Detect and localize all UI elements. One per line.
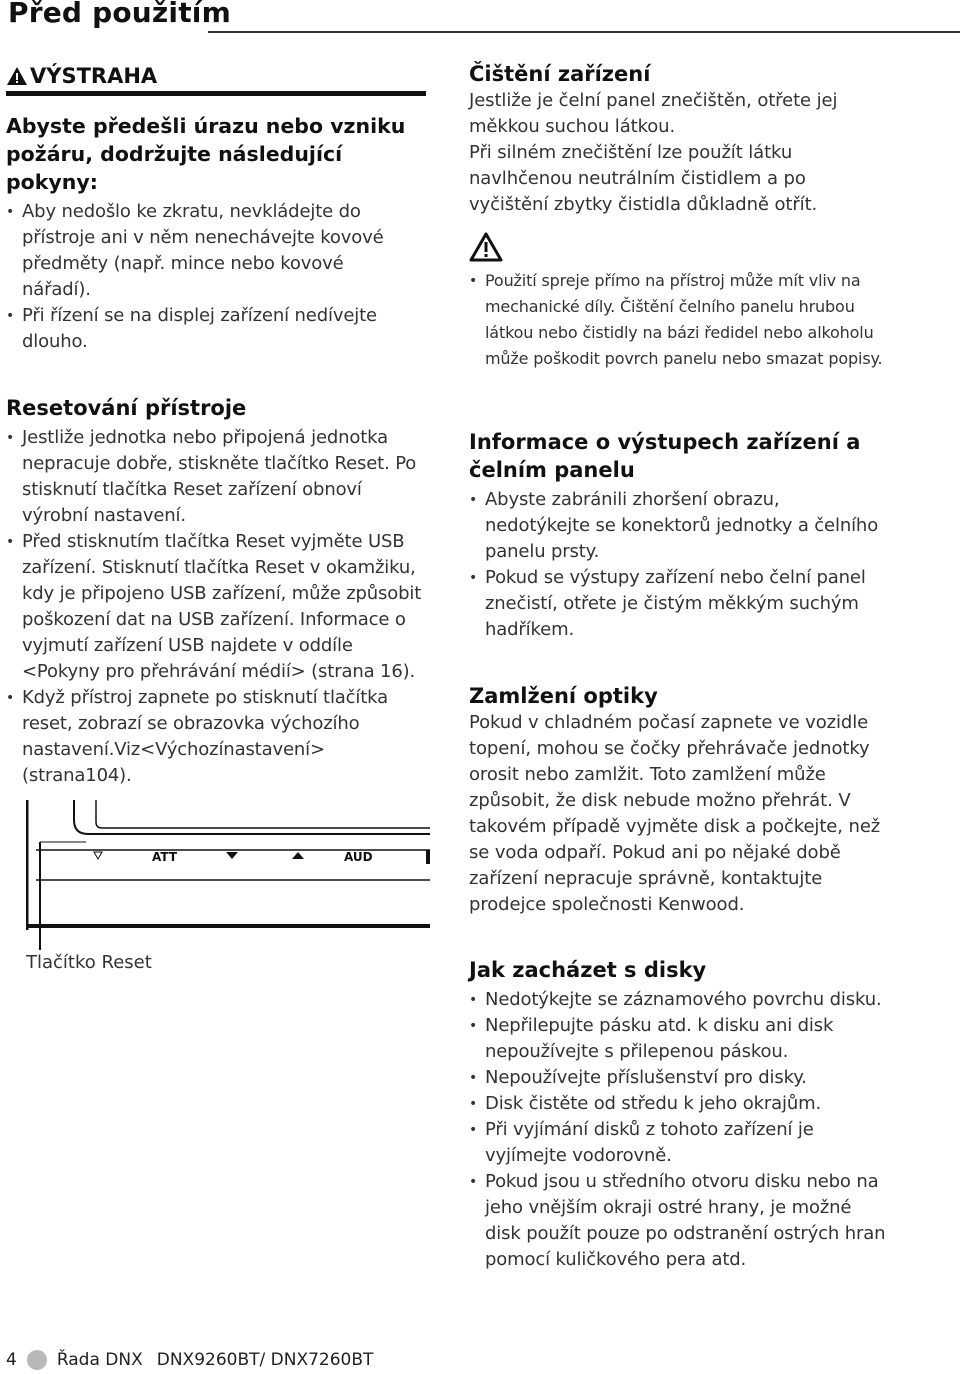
discs-heading: Jak zacházet s disky — [469, 958, 707, 982]
page-title: Před použitím — [8, 0, 231, 29]
discs-section — [469, 956, 889, 1273]
fog-heading: Zamlžení optiky — [469, 684, 658, 708]
reset-marker-icon — [94, 852, 102, 859]
warning-heading — [6, 64, 426, 96]
outputs-list — [469, 487, 889, 643]
warning-lead: Abyste předešli úrazu nebo vzniku požáru, dodržujte následující pokyny: — [6, 114, 406, 194]
title-rule — [208, 31, 960, 33]
footer-series: Řada DNX — [56, 1350, 143, 1370]
list-item: • Nepřilepujte pásku atd. k disku ani disk nepoužívejte s přilepenou páskou. — [469, 1015, 834, 1062]
list-item: • Pokud se výstupy zařízení nebo čelní panel znečistí, otřete je čistým měkkým suchým hadříkem. — [469, 567, 866, 640]
device-illustration — [26, 800, 430, 950]
arrow-down-icon — [226, 852, 238, 859]
list-item: • Použití spreje přímo na přístroj může mít vliv na mechanické díly. Čištění čelního panelu hrubou látkou nebo čistidly na bázi ředidel nebo alkoholu může poškodit povrch panelu nebo smazat popisy. — [469, 271, 883, 368]
warning-triangle-icon — [6, 66, 28, 86]
list-item: • Když přístroj zapnete po stisknutí tlačítka reset, zobrazí se obrazovka výchozího nastavení.Viz<Výchozínastavení>(strana104). — [6, 687, 389, 786]
device-panel-drawing — [26, 800, 430, 950]
cleaning-text-2: Při silném znečištění lze použít látku navlhčenou neutrálním čistidlem a po vyčištění zbytky čistidla důkladně otřít. — [469, 142, 818, 215]
page-circle-icon — [27, 1350, 47, 1370]
warning-list — [6, 199, 416, 355]
outputs-section — [469, 428, 889, 643]
list-item: • Jestliže jednotka nebo připojená jednotka nepracuje dobře, stiskněte tlačítko Reset. Po stisknutí tlačítka Reset zařízení obnoví výrobní nastavení. — [6, 427, 417, 526]
cleaning-heading: Čištění zařízení — [469, 62, 651, 86]
fog-section — [469, 682, 889, 918]
list-item: • Při řízení se na displej zařízení nedívejte dlouho. — [6, 305, 377, 352]
reset-heading: Resetování přístroje — [6, 396, 247, 420]
fog-text: Pokud v chladném počasí zapnete ve vozidle topení, mohou se čočky přehrávače jednotky orosit nebo zamlžit. Toto zamlžení může způsobit, že disk nebude možno přehrát. V takovém případě vyjměte disk a počkejte, než se voda odpaří. Pokud ani po nějaké době zařízení nepracuje správně, kontaktujte prodejce společnosti Kenwood. — [469, 712, 881, 915]
outputs-heading: Informace o výstupech zařízení a čelním panelu — [469, 430, 861, 482]
footer-models: DNX9260BT/ DNX7260BT — [156, 1350, 374, 1370]
list-item: • Disk čistěte od středu k jeho okrajům. — [469, 1093, 822, 1114]
warning-section — [6, 112, 416, 355]
arrow-up-icon — [292, 852, 304, 859]
list-item: • Před stisknutím tlačítka Reset vyjměte USB zařízení. Stisknutí tlačítka Reset v okamžiku, kdy je připojeno USB zařízení, může způsobit poškození dat na USB zařízení. Informace o vyjmutí zařízení USB najdete v oddíle <Pokyny pro přehrávání médií> (strana 16). — [6, 531, 422, 682]
cleaning-section — [469, 60, 889, 372]
list-item: • Abyste zabránili zhoršení obrazu, nedotýkejte se konektorů jednotky a čelního panelu prsty. — [469, 489, 879, 562]
list-item: • Pokud jsou u středního otvoru disku nebo na jeho vnějším okraji ostré hrany, je možné disk použít pouze po odstranění ostrých hran pomocí kuličkového pera atd. — [469, 1171, 886, 1270]
discs-list — [469, 987, 889, 1273]
caution-icon-wrap — [469, 232, 889, 266]
page-number: 4 — [6, 1350, 17, 1370]
reset-caption: Tlačítko Reset — [26, 952, 152, 973]
list-item: • Nepoužívejte příslušenství pro disky. — [469, 1067, 807, 1088]
list-item: • Při vyjímání disků z tohoto zařízení je vyjímejte vodorovně. — [469, 1119, 814, 1166]
list-item: • Aby nedošlo ke zkratu, nevkládejte do přístroje ani v něm nenechávejte kovové předměty (např. mince nebo kovové nářadí). — [6, 201, 384, 300]
att-label: ATT — [152, 850, 178, 864]
reset-list — [6, 425, 426, 789]
caution-icon — [469, 232, 503, 262]
cleaning-text-1: Jestliže je čelní panel znečištěn, otřete jej měkkou suchou látkou. — [469, 90, 838, 137]
warning-heading-text: VÝSTRAHA — [30, 64, 158, 88]
page-footer — [6, 1350, 373, 1370]
caution-list — [469, 268, 889, 372]
reset-section — [6, 394, 426, 789]
aud-label: AUD — [344, 850, 373, 864]
list-item: • Nedotýkejte se záznamového povrchu disku. — [469, 989, 882, 1010]
